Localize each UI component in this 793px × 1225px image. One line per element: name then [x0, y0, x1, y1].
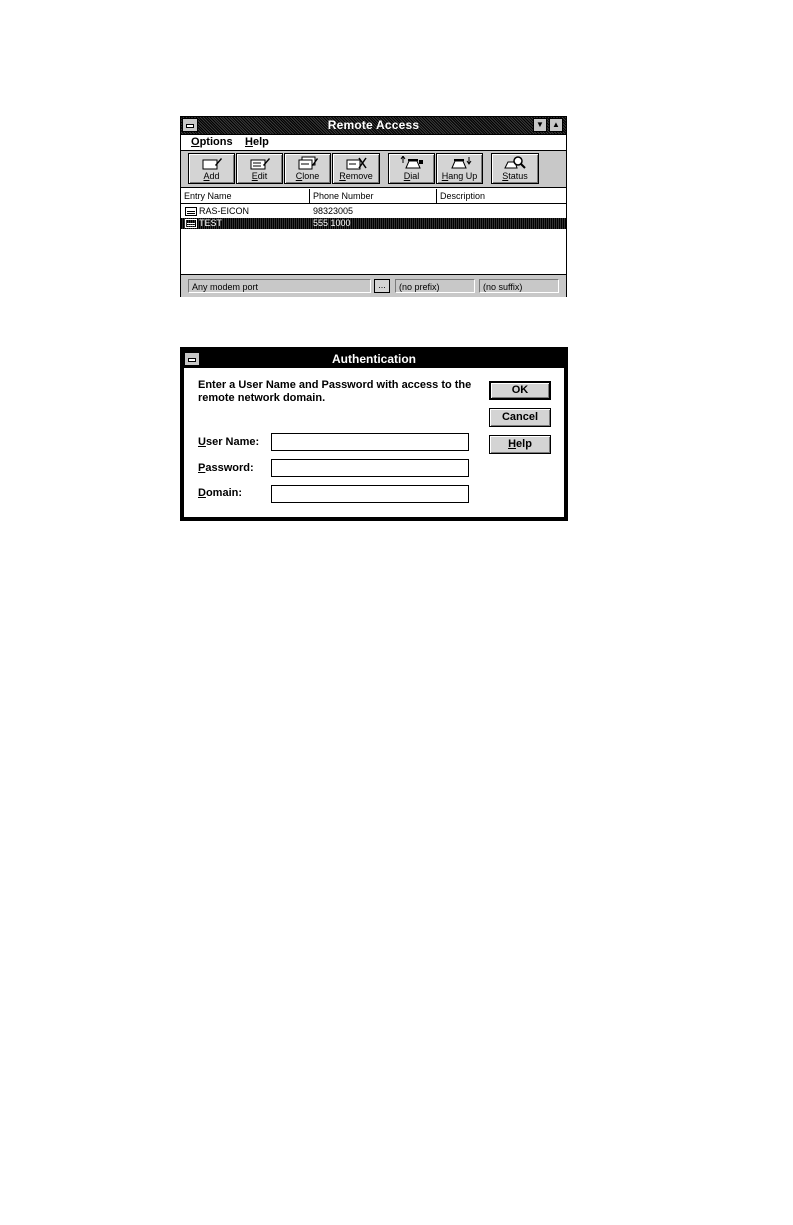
remote-access-window — [180, 116, 567, 297]
menu-bar — [181, 135, 566, 151]
phonebook-list — [181, 204, 566, 274]
column-phone-number[interactable]: Phone Number — [310, 189, 437, 203]
status-button[interactable] — [491, 153, 539, 184]
column-entry-name[interactable]: Entry Name — [181, 189, 310, 203]
remove-button[interactable] — [332, 153, 380, 184]
minimize-button[interactable]: ▼ — [533, 118, 547, 132]
password-input[interactable] — [271, 459, 469, 477]
domain-input[interactable] — [271, 485, 469, 503]
menu-help[interactable]: Help — [245, 136, 269, 148]
entry-name: TEST — [199, 218, 223, 228]
window-title: Remote Access — [327, 118, 420, 132]
port-field: Any modem port — [188, 279, 371, 293]
hang-up-phone-icon — [437, 156, 482, 170]
edit-button[interactable] — [236, 153, 283, 184]
ok-button[interactable]: OK — [489, 381, 551, 400]
add-entry-icon — [189, 156, 234, 170]
dial-button[interactable] — [388, 153, 435, 184]
status-label: Status — [502, 171, 528, 181]
phonebook-entry-icon — [185, 207, 197, 216]
clone-button[interactable] — [284, 153, 331, 184]
clone-label: Clone — [295, 171, 320, 181]
hang-up-button[interactable] — [436, 153, 483, 184]
dialog-title: Authentication — [332, 352, 416, 366]
list-column-headers — [181, 189, 566, 204]
entry-phone: 555 1000 — [313, 218, 351, 228]
entry-name: RAS-EICON — [199, 206, 250, 216]
phonebook-entry-icon — [185, 219, 197, 228]
authentication-title-bar[interactable] — [184, 351, 564, 368]
remove-entry-icon — [333, 156, 379, 170]
menu-options[interactable]: Options — [191, 136, 233, 148]
remote-access-title-bar[interactable] — [181, 117, 566, 135]
user-name-label: User Name: — [198, 436, 260, 448]
dial-label: Dial — [403, 171, 420, 181]
hang-up-label: Hang Up — [441, 171, 478, 181]
authentication-dialog — [180, 347, 568, 521]
toolbar — [181, 151, 566, 188]
port-browse-button[interactable]: ... — [374, 279, 390, 293]
domain-label: Domain: — [198, 487, 243, 499]
entry-phone: 98323005 — [313, 206, 354, 216]
clone-entry-icon — [285, 156, 330, 170]
user-name-input[interactable] — [271, 433, 469, 451]
add-button[interactable] — [188, 153, 235, 184]
table-row-selected[interactable] — [181, 218, 566, 229]
password-label: Password: — [198, 462, 254, 474]
remove-label: Remove — [339, 171, 373, 181]
edit-label: Edit — [251, 171, 268, 181]
table-row[interactable] — [181, 206, 566, 217]
dial-phone-icon — [389, 156, 434, 170]
status-magnifier-icon — [492, 156, 538, 170]
suffix-field: (no suffix) — [479, 279, 559, 293]
authentication-dialog-body — [184, 351, 564, 517]
add-label: Add — [203, 171, 220, 181]
status-bar — [181, 274, 566, 297]
maximize-button[interactable]: ▲ — [549, 118, 563, 132]
prefix-field: (no prefix) — [395, 279, 475, 293]
edit-entry-icon — [237, 156, 282, 170]
instruction-text: Enter a User Name and Password with access to the remote network domain. — [198, 379, 472, 404]
cancel-button[interactable]: Cancel — [489, 408, 551, 427]
help-button[interactable]: Help — [489, 435, 551, 454]
column-description[interactable]: Description — [440, 191, 486, 201]
